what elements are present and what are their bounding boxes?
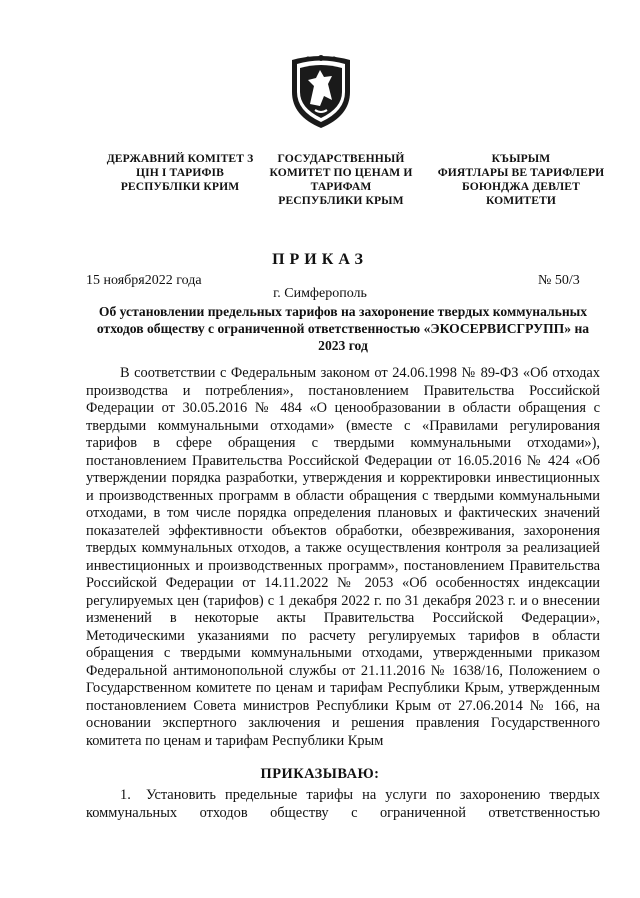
order-heading: ПРИКАЗЫВАЮ:: [260, 766, 380, 782]
agency-line: ГОСУДАРСТВЕННЫЙ: [277, 152, 405, 165]
point-text: Установить предельные тарифы на услуги по захоронению твердых коммунальных отходов обществу с ограниченной ответственностью: [86, 787, 600, 821]
document-subject: Об установлении предельных тарифов на захоронение твердых коммунальных отходов обществу с ограниченной ответственностью «ЭКОСЕРВИСГРУПП» на 2023 год: [96, 304, 590, 353]
agency-line: ЦІН І ТАРИФІВ: [136, 166, 224, 179]
agency-line: ФИЯТЛАРЫ ВЕ ТАРИФЛЕРИ: [437, 166, 605, 179]
agency-line: РЕСПУБЛІКИ КРИМ: [120, 180, 240, 193]
crimea-coat-of-arms-icon: [286, 50, 356, 130]
agency-line: РЕСПУБЛИКИ КРЫМ: [278, 194, 404, 207]
document-city: г. Симферополь: [273, 286, 367, 301]
order-point-1: [86, 786, 600, 822]
agency-line: ТАРИФАМ: [310, 180, 372, 193]
agency-line: БОЮНДЖА ДЕВЛЕТ: [462, 180, 580, 193]
agency-name-russian: [262, 152, 420, 208]
document-date: 15 ноября2022 года: [86, 273, 202, 288]
point-number: 1.: [120, 787, 131, 803]
agency-line: КОМИТЕТИ: [485, 194, 557, 207]
document-number: № 50/3: [538, 273, 580, 288]
agency-line: КЪЫРЫМ: [491, 152, 551, 165]
preamble-paragraph: В соответствии с Федеральным законом от 24.06.1998 № 89-ФЗ «Об отходах производства и потребления», постановлением Правительства Российской Федерации от 30.05.2016 № 484 «О ценообразовании в области обращения с твердыми коммунальными отходами» (вместе с «Правилами регулирования тарифов в сфере обращения с твердыми коммунальными отходами»), постановлением Правительства Российской Федерации от 16.05.2016 № 424 «Об утверждении порядка разработки, утверждения и корректировки инвестиционных и производственных программ в области обращения с твердыми коммунальными отходами, в том числе порядка определения плановых и фактических значений показателей эффективности объектов обработки, обезвреживания, захоронения твердых коммунальных отходов, а также осуществления контроля за реализацией инвестиционных и производственных программ», постановлением Правительства Российской Федерации от 14.11.2022 № 2053 «Об особенностях индексации регулируемых цен (тарифов) с 1 декабря 2022 г. по 31 декабря 2023 г. и о внесении изменений в некоторые акты Правительства Российской Федерации», Методическими указаниями по расчету регулируемых тарифов в области обращения с твердыми коммунальными отходами, утвержденными приказом Федеральной антимонопольной службы от 21.11.2016 № 1638/16, Положением о Государственном комитете по ценам и тарифам Республики Крым, утвержденным постановлением Совета министров Республики Крым от 27.06.2014 № 166, на основании экспертного заключения и решения правления Государственного комитета по ценам и тарифам Республики Крым: [86, 365, 600, 749]
document-title: ПРИКАЗ: [272, 251, 368, 268]
agency-name-ukrainian: [100, 152, 260, 194]
agency-line: ДЕРЖАВНИЙ КОМІТЕТ З: [106, 152, 254, 165]
agency-name-crimean-tatar: [426, 152, 616, 208]
agency-line: КОМИТЕТ ПО ЦЕНАМ И: [269, 166, 413, 179]
